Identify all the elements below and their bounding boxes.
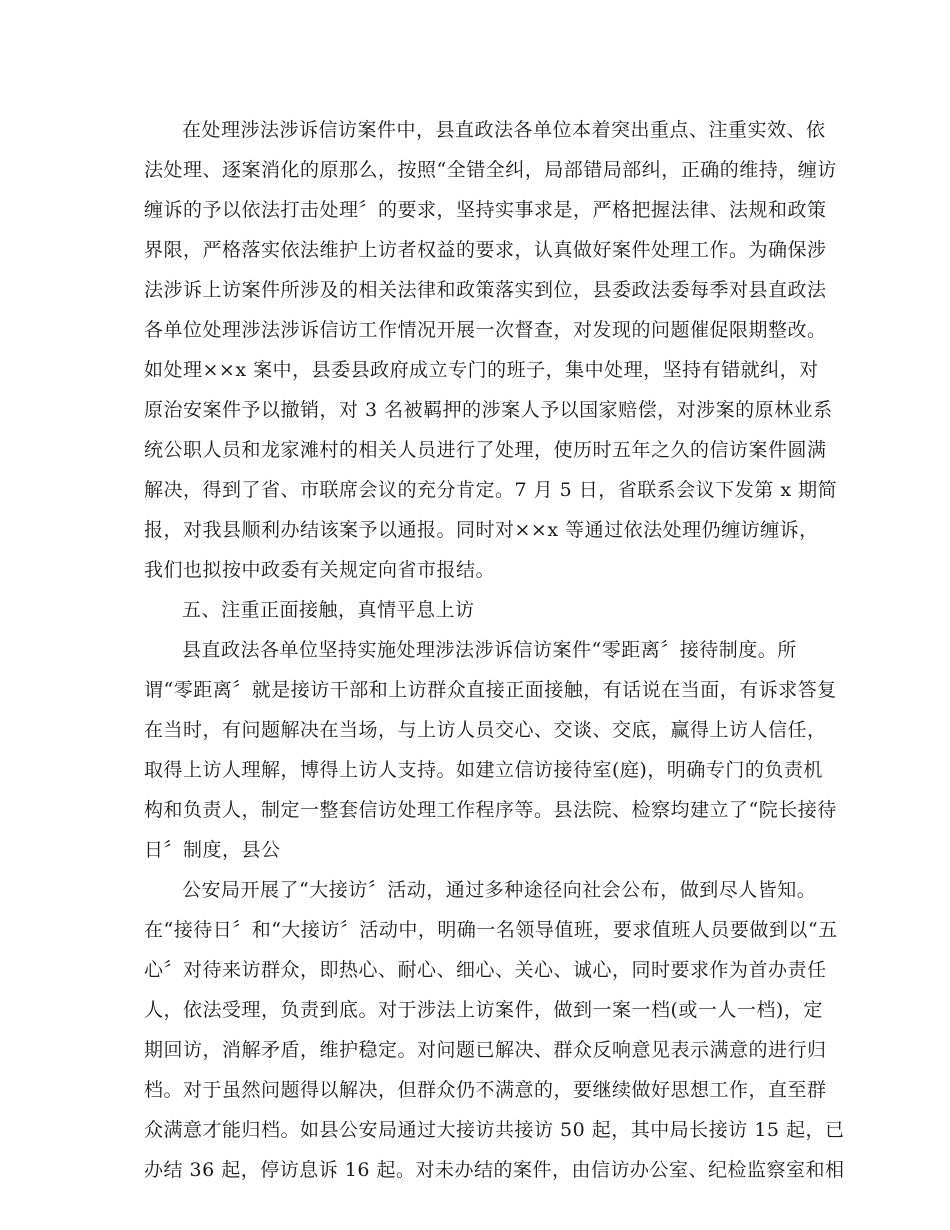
paragraph-line: 心〞对待来访群众，即热心、耐心、细心、关心、诚心，同时要求作为首办责任 bbox=[144, 959, 827, 981]
paragraph-line: 原治安案件予以撤销，对 3 名被羁押的涉案人予以国家赔偿，对涉案的原林业系 bbox=[144, 399, 833, 421]
paragraph-line: 办结 36 起，停访息诉 16 起。对未办结的案件，由信访办公室、纪检监察室和相 bbox=[144, 1159, 845, 1181]
paragraph-line: 众满意才能归档。如县公安局通过大接访共接访 50 起，其中局长接访 15 起，已 bbox=[144, 1119, 845, 1141]
paragraph-line: 县直政法各单位坚持实施处理涉法涉诉信访案件“零距离〞接待制度。所 bbox=[182, 639, 797, 661]
paragraph-line: 各单位处理涉法涉诉信访工作情况开展一次督查，对发现的问题催促限期整改。 bbox=[144, 319, 827, 341]
paragraph-line: 谓“零距离〞就是接访干部和上访群众直接正面接触，有话说在当面，有诉求答复 bbox=[144, 679, 837, 701]
paragraph-line: 如处理××x 案中，县委县政府成立专门的班子，集中处理，坚持有错就纠，对 bbox=[144, 359, 819, 381]
paragraph-line: 人，依法受理，负责到底。对于涉法上访案件，做到一案一档(或一人一档)，定 bbox=[144, 999, 823, 1021]
paragraph-line: 在处理涉法涉诉信访案件中，县直政法各单位本着突出重点、注重实效、依 bbox=[182, 119, 826, 141]
paragraph-line: 构和负责人，制定一整套信访处理工作程序等。县法院、检察均建立了“院长接待 bbox=[144, 799, 837, 821]
paragraph-line: 报，对我县顺利办结该案予以通报。同时对××x 等通过依法处理仍缠访缠诉， bbox=[144, 519, 819, 541]
paragraph-line: 缠诉的予以依法打击处理〞的要求，坚持实事求是，严格把握法律、法规和政策 bbox=[144, 199, 827, 221]
paragraph-line: 期回访，消解矛盾，维护稳定。对问题已解决、群众反响意见表示满意的进行归 bbox=[144, 1039, 827, 1061]
paragraph-line: 统公职人员和龙家滩村的相关人员进行了处理，使历时五年之久的信访案件圆满 bbox=[144, 439, 827, 461]
paragraph-line: 档。对于虽然问题得以解决，但群众仍不满意的，要继续做好思想工作，直至群 bbox=[144, 1079, 827, 1101]
paragraph-line: 在“接待日〞和“大接访〞活动中，明确一名领导值班，要求值班人员要做到以“五 bbox=[144, 919, 838, 941]
paragraph-line: 日〞制度，县公 bbox=[144, 839, 281, 861]
paragraph-line: 我们也拟按中政委有关规定向省市报结。 bbox=[144, 559, 496, 581]
section-heading: 五、注重正面接触，真情平息上访 bbox=[182, 599, 475, 621]
paragraph-line: 在当时，有问题解决在当场，与上访人员交心、交谈、交底，赢得上访人信任， bbox=[144, 719, 827, 741]
paragraph-line: 取得上访人理解，博得上访人支持。如建立信访接待室(庭)，明确专门的负责机 bbox=[144, 759, 823, 781]
paragraph-line: 公安局开展了“大接访〞活动，通过多种途径向社会公布，做到尽人皆知。 bbox=[182, 879, 817, 901]
paragraph-line: 界限，严格落实依法维护上访者权益的要求，认真做好案件处理工作。为确保涉 bbox=[144, 239, 827, 261]
paragraph-line: 法涉诉上访案件所涉及的相关法律和政策落实到位，县委政法委每季对县直政法 bbox=[144, 279, 827, 301]
paragraph-line: 法处理、逐案消化的原那么，按照“全错全纠，局部错局部纠，正确的维持，缠访 bbox=[144, 159, 837, 181]
paragraph-line: 解决，得到了省、市联席会议的充分肯定。7 月 5 日，省联系会议下发第 x 期简 bbox=[144, 479, 838, 501]
